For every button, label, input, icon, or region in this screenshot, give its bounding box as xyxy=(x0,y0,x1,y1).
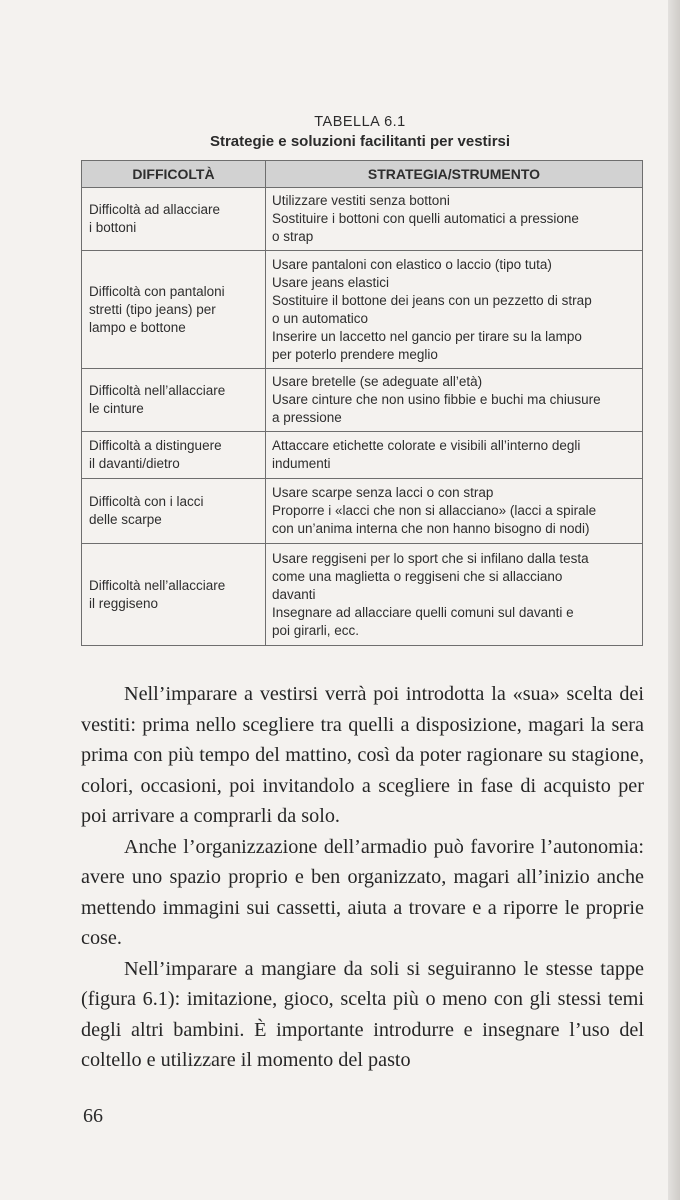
cell-line: Difficoltà nell’allacciare xyxy=(89,577,226,593)
cell-line: per poterlo prendere meglio xyxy=(272,346,438,362)
cell-line: Proporre i «lacci che non si allacciano» (lacci a spirale xyxy=(272,503,597,518)
difficulty-cell xyxy=(82,432,266,479)
cell-line: il reggiseno xyxy=(89,595,159,611)
table-row xyxy=(82,432,643,479)
table-number: TABELLA 6.1 xyxy=(314,114,406,130)
cell-line: Difficoltà a distinguere xyxy=(89,438,222,453)
cell-line: stretti (tipo jeans) per xyxy=(89,301,216,317)
table-row xyxy=(82,188,643,251)
cell-line: Usare scarpe senza lacci o con strap xyxy=(272,485,494,500)
table-row xyxy=(82,251,643,369)
cell-line: il davanti/dietro xyxy=(89,456,180,471)
cell-line: Usare bretelle (se adeguate all’età) xyxy=(272,374,483,389)
cell-line: Inserire un laccetto nel gancio per tirare su la lampo xyxy=(272,328,582,344)
column-header-difficulty: DIFFICOLTÀ xyxy=(82,161,266,188)
cell-line: Attaccare etichette colorate e visibili all’interno degli xyxy=(272,438,581,453)
cell-line: a pressione xyxy=(272,410,342,425)
paragraph: Nell’imparare a mangiare da soli si seguiranno le stesse tappe (figura 6.1): imitazione, gioco, scelta più o meno con gli stessi temi degli altri bambini. È importante introdurre e insegnare l’uso del coltello e utilizzare il momento del pasto xyxy=(81,957,644,1071)
cell-line: Sostituire il bottone dei jeans con un pezzetto di strap xyxy=(272,292,592,308)
page-number: 66 xyxy=(83,1105,103,1127)
difficulty-cell xyxy=(82,544,266,646)
paragraph: Nell’imparare a vestirsi verrà poi introdotta la «sua» scelta dei vestiti: prima nello scegliere tra quelli a disposizione, magari la sera prima con più tempo del mattino, così da poter ragionare su stagione, colori, occasioni, poi invitandolo a scegliere in fase di acquisto per poi arrivare a comprarli da solo. xyxy=(81,683,644,827)
table-row xyxy=(82,369,643,432)
cell-line: le cinture xyxy=(89,401,144,416)
table-row xyxy=(82,479,643,544)
cell-line: Usare jeans elastici xyxy=(272,274,390,290)
cell-line: o un automatico xyxy=(272,310,369,326)
paragraph: Anche l’organizzazione dell’armadio può favorire l’autonomia: avere uno spazio proprio e ben organizzato, magari all’inizio anche mettendo immagini sui cassetti, aiuta a trovare e a riporre le proprie cose. xyxy=(81,835,644,949)
cell-line: davanti xyxy=(272,586,316,602)
strategies-table xyxy=(81,160,643,646)
cell-line: indumenti xyxy=(272,456,331,471)
body-text xyxy=(81,679,644,1076)
difficulty-cell xyxy=(82,369,266,432)
cell-line: o strap xyxy=(272,229,314,244)
strategy-cell xyxy=(266,188,643,251)
cell-line: Difficoltà con i lacci xyxy=(89,494,204,509)
cell-line: come una maglietta o reggiseni che si allacciano xyxy=(272,568,563,584)
cell-line: Difficoltà con pantaloni xyxy=(89,283,225,299)
cell-line: con un’anima interna che non hanno bisogno di nodi) xyxy=(272,521,590,536)
cell-line: lampo e bottone xyxy=(89,319,186,335)
column-header-strategy: STRATEGIA/STRUMENTO xyxy=(266,161,643,188)
difficulty-cell xyxy=(82,479,266,544)
strategy-cell xyxy=(266,251,643,369)
page-edge xyxy=(668,0,680,1200)
table-header-row xyxy=(82,161,643,188)
cell-line: Usare cinture che non usino fibbie e buchi ma chiusure xyxy=(272,392,601,407)
strategy-cell xyxy=(266,369,643,432)
cell-line: Sostituire i bottoni con quelli automatici a pressione xyxy=(272,211,579,226)
table-row xyxy=(82,544,643,646)
difficulty-cell xyxy=(82,251,266,369)
strategy-cell xyxy=(266,432,643,479)
cell-line: Difficoltà ad allacciare xyxy=(89,202,221,217)
cell-line: delle scarpe xyxy=(89,512,162,527)
table-title: Strategie e soluzioni facilitanti per vestirsi xyxy=(209,133,511,150)
strategy-cell xyxy=(266,544,643,646)
strategy-cell xyxy=(266,479,643,544)
cell-line: Usare reggiseni per lo sport che si infilano dalla testa xyxy=(272,550,589,566)
cell-line: Insegnare ad allacciare quelli comuni sul davanti e xyxy=(272,604,574,620)
cell-line: poi girarli, ecc. xyxy=(272,622,360,638)
cell-line: Usare pantaloni con elastico o laccio (tipo tuta) xyxy=(272,256,552,272)
cell-line: Utilizzare vestiti senza bottoni xyxy=(272,193,450,208)
difficulty-cell xyxy=(82,188,266,251)
cell-line: i bottoni xyxy=(89,220,137,235)
cell-line: Difficoltà nell’allacciare xyxy=(89,383,226,398)
